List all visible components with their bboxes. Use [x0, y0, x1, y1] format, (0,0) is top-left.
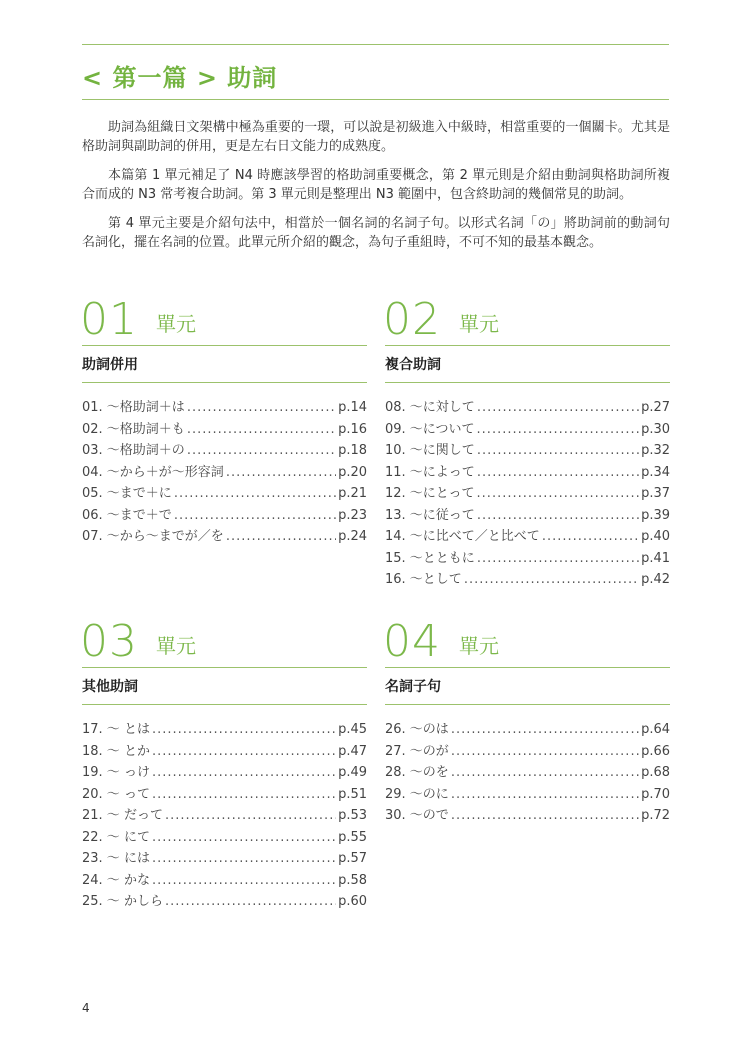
toc-entry — [385, 761, 670, 783]
unit-label: 單元 — [156, 312, 196, 336]
toc-entry-title: 12. ～にとって — [385, 486, 475, 501]
dot-leader — [477, 486, 640, 501]
page-number: 4 — [82, 1001, 90, 1015]
toc-entry-page: p.70 — [641, 786, 670, 802]
toc-entry-title: 22. ～ にて — [82, 829, 150, 845]
toc-entry-page: p.51 — [338, 786, 367, 802]
top-rule — [82, 44, 669, 45]
dot-leader — [542, 529, 639, 544]
toc-entry-page: p.14 — [338, 400, 367, 415]
dot-leader — [477, 465, 639, 480]
unit-03 — [80, 616, 367, 909]
dot-leader — [477, 400, 639, 415]
toc-entry-page: p.27 — [641, 400, 670, 415]
dot-leader — [187, 422, 336, 437]
toc-entry — [82, 890, 367, 912]
toc-entry — [82, 804, 367, 826]
dot-leader — [152, 851, 336, 866]
toc-entry — [82, 504, 367, 526]
toc-list — [82, 718, 367, 912]
dot-leader — [152, 722, 336, 737]
toc-entry-title: 21. ～ だって — [82, 808, 163, 823]
unit-heading — [383, 294, 670, 346]
dot-leader — [477, 551, 639, 566]
dot-leader — [451, 808, 639, 823]
unit-label: 單元 — [459, 634, 499, 658]
toc-entry-title: 18. ～ とか — [82, 743, 150, 759]
dot-leader — [451, 787, 639, 802]
toc-entry-title: 20. ～ って — [82, 786, 150, 802]
unit-title: 助詞併用 — [82, 357, 138, 373]
toc-entry-title: 19. ～ っけ — [82, 765, 150, 780]
unit-heading — [80, 616, 367, 668]
toc-entry — [82, 418, 367, 440]
toc-entry-page: p.39 — [641, 507, 670, 523]
toc-entry-page: p.64 — [641, 722, 670, 737]
toc-entry-title: 13. ～に従って — [385, 507, 475, 523]
unit-heading — [80, 294, 367, 346]
intro-paragraph: 助詞為組織日文架構中極為重要的一環，可以說是初級進入中級時，相當重要的一個關卡。尤其是格助詞與副助詞的併用，更是左右日文能力的成熟度。 — [82, 120, 670, 154]
toc-entry-title: 10. ～に関して — [385, 443, 475, 458]
toc-entry-page: p.40 — [641, 529, 670, 544]
toc-entry-title: 27. ～のが — [385, 743, 449, 759]
toc-entry — [385, 482, 670, 504]
unit-label: 單元 — [459, 312, 499, 336]
toc-entry-title: 03. ～格助詞＋の — [82, 443, 185, 458]
unit-number: 02 — [383, 294, 441, 345]
toc-entry — [82, 847, 367, 869]
toc-entry — [385, 504, 670, 526]
dot-leader — [226, 465, 336, 480]
toc-entry-title: 25. ～ かしら — [82, 894, 163, 909]
toc-entry — [385, 568, 670, 590]
toc-entry-page: p.72 — [641, 808, 670, 823]
toc-entry-title: 23. ～ には — [82, 851, 150, 866]
toc-entry-page: p.47 — [338, 743, 367, 759]
toc-entry-title: 26. ～のは — [385, 722, 449, 737]
dot-leader — [187, 400, 336, 415]
dot-leader — [152, 830, 336, 845]
toc-entry-title: 06. ～まで＋で — [82, 507, 172, 523]
toc-entry-title: 24. ～ かな — [82, 872, 150, 888]
toc-entry — [82, 761, 367, 783]
toc-entry-title: 29. ～のに — [385, 786, 449, 802]
dot-leader — [187, 443, 336, 458]
unit-01 — [80, 294, 367, 544]
toc-entry — [82, 740, 367, 762]
toc-entry — [385, 439, 670, 461]
toc-entry-title: 01. ～格助詞＋は — [82, 400, 185, 415]
toc-entry-title: 05. ～まで＋に — [82, 486, 172, 501]
toc-entry-title: 16. ～として — [385, 572, 462, 587]
dot-leader — [174, 508, 336, 523]
toc-entry — [82, 396, 367, 418]
toc-entry — [385, 418, 670, 440]
part-title: < 第一篇 > 助詞 — [82, 64, 278, 92]
toc-entry-page: p.57 — [338, 851, 367, 866]
toc-entry — [82, 826, 367, 848]
toc-entry-page: p.34 — [641, 464, 670, 480]
dot-leader — [174, 486, 336, 501]
toc-entry-page: p.41 — [641, 550, 670, 566]
toc-entry-page: p.20 — [338, 464, 367, 480]
toc-entry-page: p.45 — [338, 722, 367, 737]
toc-entry — [385, 804, 670, 826]
toc-entry-title: 17. ～ とは — [82, 722, 150, 737]
unit-title: 複合助詞 — [385, 357, 441, 373]
toc-entry — [385, 396, 670, 418]
toc-entry-page: p.23 — [338, 507, 367, 523]
toc-entry — [82, 482, 367, 504]
dot-leader — [152, 744, 336, 759]
toc-list — [82, 396, 367, 547]
unit-divider — [385, 382, 670, 383]
dot-leader — [451, 744, 639, 759]
toc-entry-title: 04. ～から＋が～形容詞 — [82, 464, 224, 480]
intro-paragraph: 第 4 單元主要是介紹句法中，相當於一個名詞的名詞子句。以形式名詞「の」將助詞前的動詞句名詞化，擺在名詞的位置。此單元所介紹的觀念，為句子重組時，不可不知的最基本觀念。 — [82, 216, 670, 250]
toc-entry-title: 15. ～とともに — [385, 550, 475, 566]
toc-entry-title: 09. ～について — [385, 421, 475, 437]
toc-entry — [385, 783, 670, 805]
unit-heading — [383, 616, 670, 668]
title-rule — [82, 99, 669, 100]
dot-leader — [226, 529, 336, 544]
unit-title: 名詞子句 — [385, 679, 441, 695]
toc-entry — [82, 869, 367, 891]
toc-list — [385, 718, 670, 826]
unit-04 — [383, 616, 670, 823]
toc-entry-page: p.30 — [641, 421, 670, 437]
unit-number: 04 — [383, 616, 441, 667]
toc-entry-page: p.60 — [338, 894, 367, 909]
toc-entry-title: 07. ～から～までが／を — [82, 529, 224, 544]
toc-entry-page: p.53 — [338, 808, 367, 823]
dot-leader — [477, 443, 639, 458]
toc-entry — [82, 461, 367, 483]
toc-entry-page: p.68 — [641, 765, 670, 780]
unit-label: 單元 — [156, 634, 196, 658]
toc-entry-page: p.32 — [641, 443, 670, 458]
toc-entry — [385, 718, 670, 740]
unit-title: 其他助詞 — [82, 679, 138, 695]
toc-entry — [82, 718, 367, 740]
toc-entry — [82, 439, 367, 461]
toc-entry-page: p.37 — [641, 486, 670, 501]
toc-entry — [82, 783, 367, 805]
dot-leader — [165, 808, 336, 823]
toc-entry-page: p.49 — [338, 765, 367, 780]
dot-leader — [464, 572, 639, 587]
dot-leader — [477, 422, 640, 437]
toc-entry-page: p.18 — [338, 443, 367, 458]
toc-entry-page: p.21 — [338, 486, 367, 501]
unit-02 — [383, 294, 670, 587]
unit-number: 01 — [80, 294, 138, 345]
dot-leader — [477, 508, 639, 523]
unit-divider — [82, 704, 367, 705]
unit-divider — [82, 345, 367, 346]
toc-entry — [385, 547, 670, 569]
toc-entry-title: 11. ～によって — [385, 464, 475, 480]
intro-text — [82, 118, 670, 262]
toc-entry-title: 30. ～ので — [385, 808, 449, 823]
toc-entry-title: 14. ～に比べて／と比べて — [385, 529, 540, 544]
toc-entry — [385, 740, 670, 762]
unit-divider — [385, 704, 670, 705]
toc-entry-title: 08. ～に対して — [385, 400, 475, 415]
unit-divider — [82, 382, 367, 383]
unit-divider — [385, 667, 670, 668]
toc-entry-page: p.16 — [338, 421, 367, 437]
unit-divider — [82, 667, 367, 668]
toc-entry-title: 28. ～のを — [385, 765, 449, 780]
dot-leader — [152, 873, 336, 888]
dot-leader — [152, 765, 336, 780]
toc-entry-page: p.66 — [641, 743, 670, 759]
dot-leader — [165, 894, 336, 909]
dot-leader — [451, 722, 639, 737]
toc-entry-page: p.24 — [338, 529, 367, 544]
intro-paragraph: 本篇第 1 單元補足了 N4 時應該學習的格助詞重要概念，第 2 單元則是介紹由動詞與格助詞所複合而成的 N3 常考複合助詞。第 3 單元則是整理出 N3 範圍中，包含終助詞的幾個常見的助詞。 — [82, 168, 670, 202]
dot-leader — [451, 765, 639, 780]
toc-entry-page: p.58 — [338, 872, 367, 888]
toc-entry-title: 02. ～格助詞＋も — [82, 421, 185, 437]
unit-divider — [385, 345, 670, 346]
toc-entry-page: p.42 — [641, 572, 670, 587]
toc-entry — [385, 525, 670, 547]
toc-entry-page: p.55 — [338, 829, 367, 845]
toc-list — [385, 396, 670, 590]
unit-number: 03 — [80, 616, 138, 667]
toc-entry — [82, 525, 367, 547]
toc-entry — [385, 461, 670, 483]
dot-leader — [152, 787, 336, 802]
